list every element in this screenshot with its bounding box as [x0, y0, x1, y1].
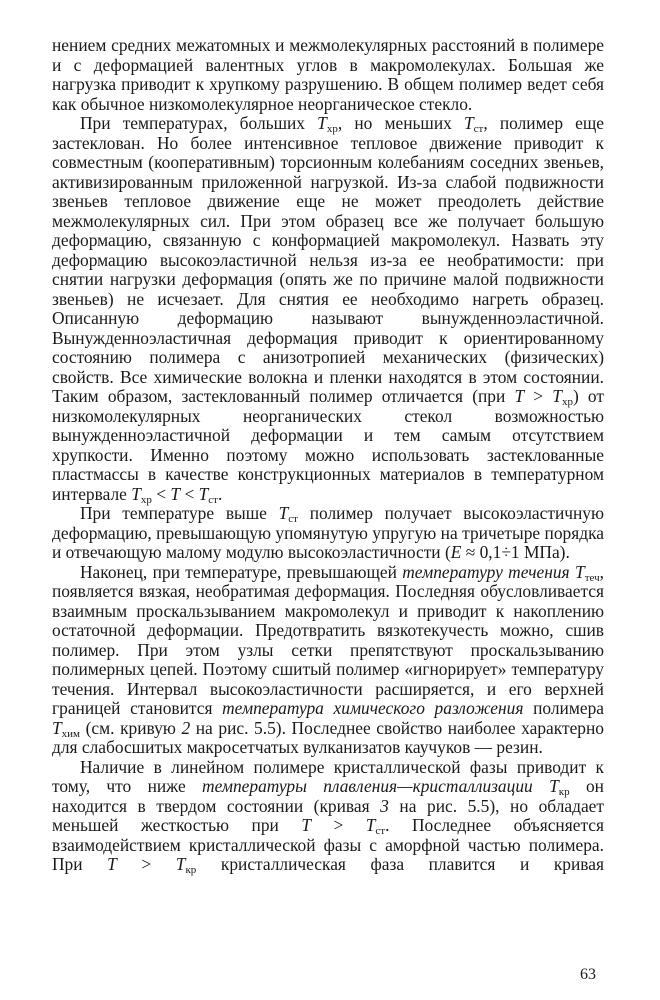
italic-text: T	[131, 483, 141, 504]
text-run: <	[151, 483, 171, 504]
text-run: .	[217, 483, 223, 504]
text-run: При температурах, больших	[80, 113, 318, 133]
text-run: Наличие в линейном полимере кристаллической фазы приводит к тому, что ниже	[52, 756, 604, 796]
text-run: (см. кривую	[80, 717, 182, 738]
text-run: на рис. 5.5), но обладает меньшей жесткостью при	[52, 795, 604, 835]
subscript: ст	[375, 825, 386, 837]
text-run: , полимер еще застеклован. Но более интенсивное тепловое движение приводит к совместным (кооперативным) торсионным колебаниям соседних звеньев, активизированным приложенной нагрузкой. Из-за слабой подвижности звеньев тепловое движение еще не может преодолеть действие межмолекулярных сил. При этом образец все же получает большую деформацию, связанную с конформацией макромолекул. Назвать эту деформацию высокоэластичной нельзя из-за ее необратимости: при снятии нагрузки деформация (опять же по причине малой подвижности звеньев) не исчезает. Для снятия ее необходимо нагреть образец. Описанную деформацию называют вынужденноэластичной. Вынужденноэластичная деформация приводит к ориентированному состоянию полимера с анизотропией механических (физических) свойств. Все химические волокна и пленки находятся в этом состоянии. Таким образом, застеклованный полимер отличается (при	[52, 113, 604, 406]
italic-text: T	[463, 113, 474, 133]
subscript: хр	[561, 396, 573, 408]
paragraph	[52, 563, 604, 758]
subscript: ст	[288, 513, 298, 525]
italic-text: 2	[181, 717, 191, 738]
text-run: на рис. 5.5). Последнее свойство наиболее характерно для слабосшитых макросетчатых вулканизатов каучуков — резин.	[52, 717, 604, 757]
subscript: хр	[140, 493, 152, 506]
italic-text: T	[107, 854, 117, 874]
italic-text: T	[575, 561, 585, 582]
italic-text: T	[52, 717, 62, 738]
italic-text: T	[278, 503, 289, 523]
subscript: кр	[185, 864, 197, 876]
italic-text: T	[552, 386, 562, 406]
paragraph	[52, 758, 604, 875]
subscript: хим	[61, 727, 81, 740]
subscript: ст	[208, 493, 218, 506]
text-run: полимера	[523, 698, 604, 718]
text-run: <	[180, 483, 199, 504]
subscript: теч	[584, 571, 600, 584]
text-run: полимер получает высокоэластичную деформацию, превышающую упомянутую упругую на тричетыре порядка и отвечающую малому модулю высокоэластичности (	[52, 503, 604, 562]
text-run: нением средних межатомных и межмолекулярных расстояний в полимере и с деформацией валентных углов в макромолекулах. Большая же нагрузка приводит к хрупкому разрушению. В общем полимер ведет себя как обычное низкомолекулярное неорганическое стекло.	[52, 35, 604, 114]
text-run: кристаллическая фаза плавится и кривая	[196, 854, 604, 874]
italic-text: E	[450, 542, 462, 562]
subscript: хр	[326, 123, 338, 135]
italic-text: 3	[380, 795, 389, 816]
text-run: >	[524, 386, 553, 406]
text-run: >	[310, 815, 366, 835]
italic-text: T	[514, 386, 525, 406]
paragraph	[52, 504, 604, 563]
text-run: ≈ 0,1÷1 МПа).	[461, 542, 570, 562]
text-run: . Последнее объясняется взаимодействием кристаллической фазы с аморфной частью полимера. При	[52, 815, 604, 874]
body-text	[52, 36, 604, 875]
italic-text: T	[198, 483, 209, 504]
text-run: При температуре выше	[80, 503, 279, 523]
paragraph	[52, 114, 604, 504]
italic-text: T	[301, 815, 311, 835]
text-run: он находится в твердом состоянии (кривая	[52, 776, 604, 816]
page-number: 63	[580, 966, 596, 983]
italic-text: T	[365, 815, 376, 835]
italic-text: T	[317, 113, 327, 133]
italic-text: T	[175, 854, 186, 874]
subscript: ст	[473, 123, 484, 135]
italic-text: T	[549, 776, 559, 796]
text-run: Наконец, при температуре, превышающей	[80, 561, 403, 582]
italic-text: температуры плавления—кристаллизации	[202, 776, 533, 796]
text-run: ) от низкомолекулярных неорганических стекол возможностью вынужденноэластичной деформации и тем самым отсутствием хрупкости. Именно поэтому можно использовать застеклованные пластмассы в качестве конструкционных материалов в температурном интервале	[52, 386, 604, 504]
italic-text: T	[170, 483, 181, 504]
subscript: кр	[558, 786, 570, 798]
italic-text: температуру течения	[402, 561, 570, 582]
italic-text: температура химического разложения	[222, 698, 524, 718]
text-run: , но меньших	[337, 113, 464, 133]
text-run	[533, 776, 549, 796]
paragraph	[52, 36, 604, 114]
text-run: , появляется вязкая, необратимая деформация. Последняя обусловливается взаимным проскальзыванием макромолекул и приводит к накоплению остаточной деформации. Предотвратить вязкотекучесть можно, сшив полимер. При этом узлы сетки препятствуют проскальзыванию полимерных цепей. Поэтому сшитый полимер «игнорирует» температуру течения. Интервал высокоэластичности расширяется, и его верхней границей становится	[52, 561, 604, 718]
text-run: >	[116, 854, 176, 874]
